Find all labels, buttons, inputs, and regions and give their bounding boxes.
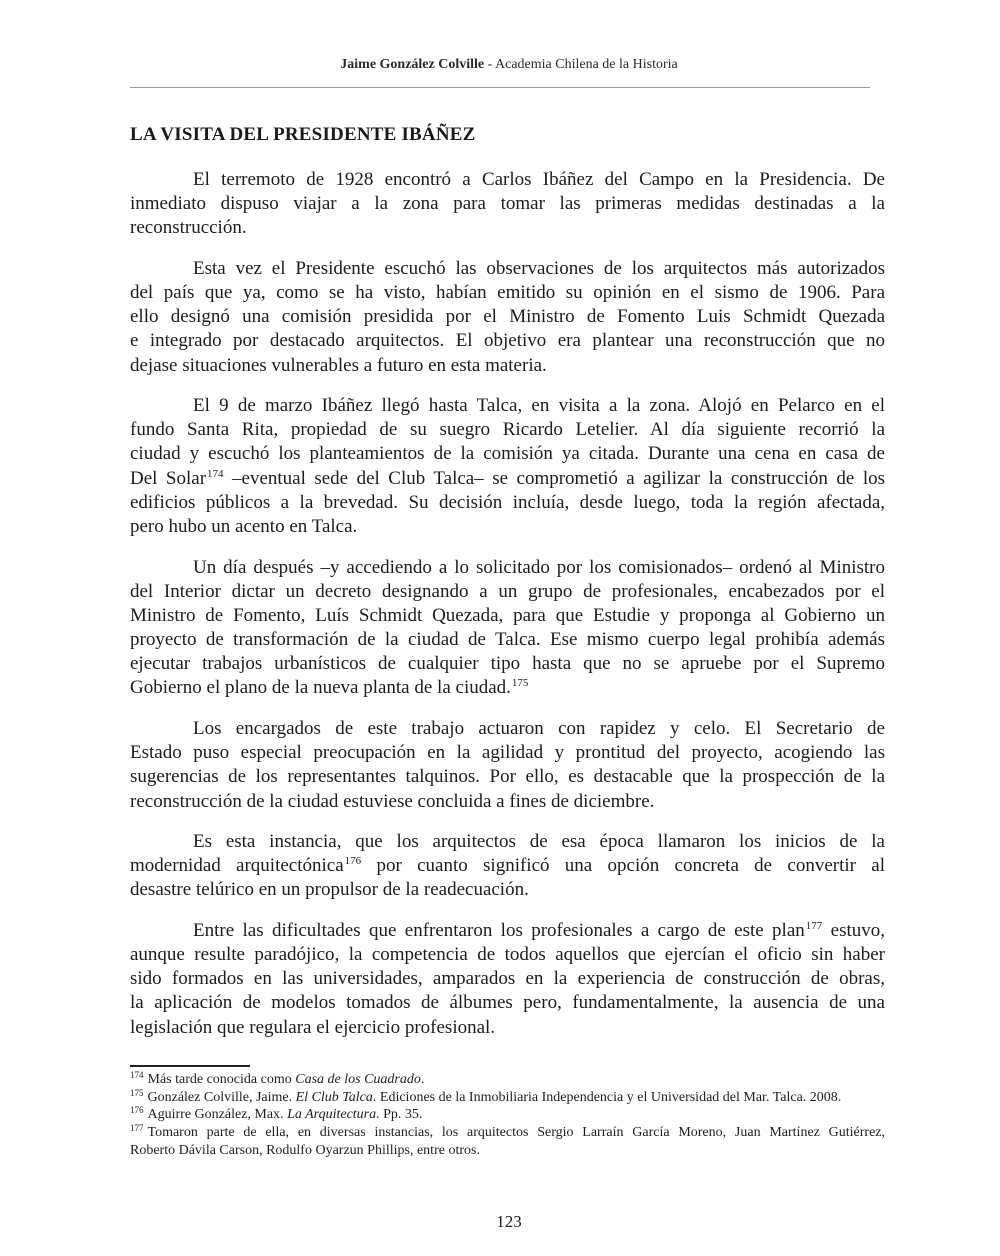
text-segment: Del Solar: [130, 467, 207, 489]
text-segment: Gobierno el plano de la nueva planta de la ciudad.: [130, 677, 511, 699]
header-separator: -: [484, 57, 496, 72]
text-line: desastre telúrico en un propulsor de la readecuación.: [130, 879, 529, 901]
text-line: [130, 676, 885, 700]
text-line: Esta vez el Presidente escuchó las observaciones de los arquitectos más autorizados: [193, 257, 885, 279]
text-line: del país que ya, como se ha visto, habían emitido su opinión en el sismo de 1906. Para: [130, 282, 885, 304]
paragraph-5: [130, 717, 885, 814]
text-line: sugerencias de los representantes talquinos. Por ello, es destacable que la prospección de la: [130, 766, 885, 788]
text-line: ejecutar trabajos urbanísticos de cualquier tipo hasta que no se apruebe por el Supremo: [130, 653, 885, 675]
text-line: inmediato dispuso viajar a la zona para tomar las primeras medidas destinadas a la: [130, 193, 885, 215]
text-line: Estado puso especial preocupación en la agilidad y prontitud del proyecto, acogiendo las: [130, 742, 885, 764]
text-line: [130, 854, 885, 878]
footnote-text: Tomaron parte de ella, en diversas instancias, los arquitectos Sergio Larraín García Moreno, Juan Martínez Gutiérrez,: [147, 1125, 885, 1141]
footnote-text: Más tarde conocida como: [147, 1072, 296, 1087]
footnotes: [130, 1071, 885, 1159]
section-title: LA VISITA DEL PRESIDENTE IBÁÑEZ: [130, 124, 476, 145]
footnote-work-title: La Arquitectura: [287, 1107, 377, 1123]
text-line: Los encargados de este trabajo actuaron con rapidez y celo. El Secretario de: [193, 717, 885, 739]
text-segment: estuvo,: [822, 919, 885, 941]
footnote-number: 176: [130, 1106, 144, 1116]
text-line: dejase situaciones vulnerables a futuro en esta materia.: [130, 354, 547, 376]
text-segment: modernidad arquitectónica: [130, 855, 344, 877]
footnote-reference-174: 174: [207, 467, 224, 480]
text-line: ciudad y escuchó los planteamientos de la comisión ya citada. Durante una cena en casa de: [130, 443, 885, 465]
footnote-reference-177: 177: [805, 919, 823, 932]
footnote-work-title: Casa de los Cuadrado: [295, 1072, 421, 1087]
footnote-text: González Colville, Jaime.: [147, 1089, 296, 1105]
text-line: e integrado por destacado arquitectos. El objetivo era plantear una reconstrucción que no: [130, 330, 885, 352]
text-line: legislación que regulara el ejercicio profesional.: [130, 1016, 496, 1038]
text-line: Es esta instancia, que los arquitectos de esa época llamaron los inicios de la: [193, 830, 885, 852]
text-line: El terremoto de 1928 encontró a Carlos Ibáñez del Campo en la Presidencia. De: [193, 169, 885, 190]
footnote-text: Roberto Dávila Carson, Rodulfo Oyarzun Phillips, entre otros.: [130, 1142, 480, 1158]
page-number: 123: [496, 1212, 522, 1231]
footnote-reference-175: 175: [511, 677, 529, 690]
running-header: [130, 55, 888, 75]
paragraph-7: [130, 919, 885, 1040]
header-rule: [130, 87, 870, 88]
text-line: edificios públicos a la brevedad. Su decisión incluía, desde luego, toda la región afectada,: [130, 491, 885, 513]
text-line: la aplicación de modelos tomados de álbumes pero, fundamentalmente, la ausencia de una: [130, 992, 885, 1014]
paragraph-1: [130, 168, 885, 241]
text-line: [130, 919, 885, 943]
text-line: fundo Santa Rita, propiedad de su suegro Ricardo Letelier. Al día siguiente recorrió la: [130, 419, 885, 441]
text-line: [130, 467, 885, 491]
footnote-work-title: El Club Talca: [295, 1089, 373, 1105]
paragraph-6: [130, 830, 885, 903]
footnote-text: .: [420, 1072, 425, 1087]
text-line: pero hubo un acento en Talca.: [130, 516, 358, 538]
header-author: Jaime González Colville: [340, 57, 485, 72]
text-line: aunque resulte paradójico, la competencia de todos aquellos que ejercían el oficio sin haber: [130, 944, 885, 966]
footnote-177-continuation: [130, 1142, 885, 1160]
text-segment: –eventual sede del Club Talca– se comprometió a agilizar la construcción de los: [223, 467, 885, 489]
body-text: [130, 168, 885, 1056]
text-line: El 9 de marzo Ibáñez llegó hasta Talca, en visita a la zona. Alojó en Pelarco en el: [193, 395, 885, 417]
footnote-174: [130, 1071, 885, 1089]
paragraph-3: [130, 394, 885, 539]
text-line: sido formados en las universidades, amparados en la experiencia de construcción de obras,: [130, 968, 885, 990]
text-segment: por cuanto significó una opción concreta de convertir al: [361, 855, 885, 877]
footnote-177: [130, 1124, 885, 1142]
footnote-175: [130, 1089, 885, 1107]
text-line: reconstrucción de la ciudad estuviese concluida a fines de diciembre.: [130, 790, 655, 812]
footnote-number: 177: [130, 1124, 144, 1134]
footnote-reference-176: 176: [344, 855, 362, 868]
text-line: ello designó una comisión presidida por el Ministro de Fomento Luis Schmidt Quezada: [130, 306, 885, 328]
footnote-rule: [130, 1065, 250, 1067]
footnote-number: 174: [130, 1071, 144, 1080]
header-institution: Academia Chilena de la Historia: [495, 57, 678, 72]
text-segment: Entre las dificultades que enfrentaron los profesionales a cargo de este plan: [193, 919, 805, 941]
footnote-176: [130, 1106, 885, 1124]
text-line: proyecto de transformación de la ciudad de Talca. Ese mismo cuerpo legal prohibía además: [130, 629, 885, 651]
footnote-text: Aguirre González, Max.: [147, 1107, 288, 1123]
text-line: Un día después –y accediendo a lo solicitado por los comisionados– ordenó al Ministro: [193, 556, 885, 578]
text-line: Ministro de Fomento, Luís Schmidt Quezada, para que Estudie y proponga al Gobierno un: [130, 604, 885, 626]
paragraph-2: [130, 257, 885, 378]
footnote-text: . Pp. 35.: [376, 1107, 423, 1123]
footnote-number: 175: [130, 1088, 144, 1098]
text-line: del Interior dictar un decreto designando a un grupo de profesionales, encabezados por el: [130, 580, 885, 602]
paragraph-4: [130, 556, 885, 701]
text-line: reconstrucción.: [130, 217, 247, 239]
footnote-text: . Ediciones de la Inmobiliaria Independencia y el Universidad del Mar. Talca. 2008.: [372, 1089, 842, 1105]
